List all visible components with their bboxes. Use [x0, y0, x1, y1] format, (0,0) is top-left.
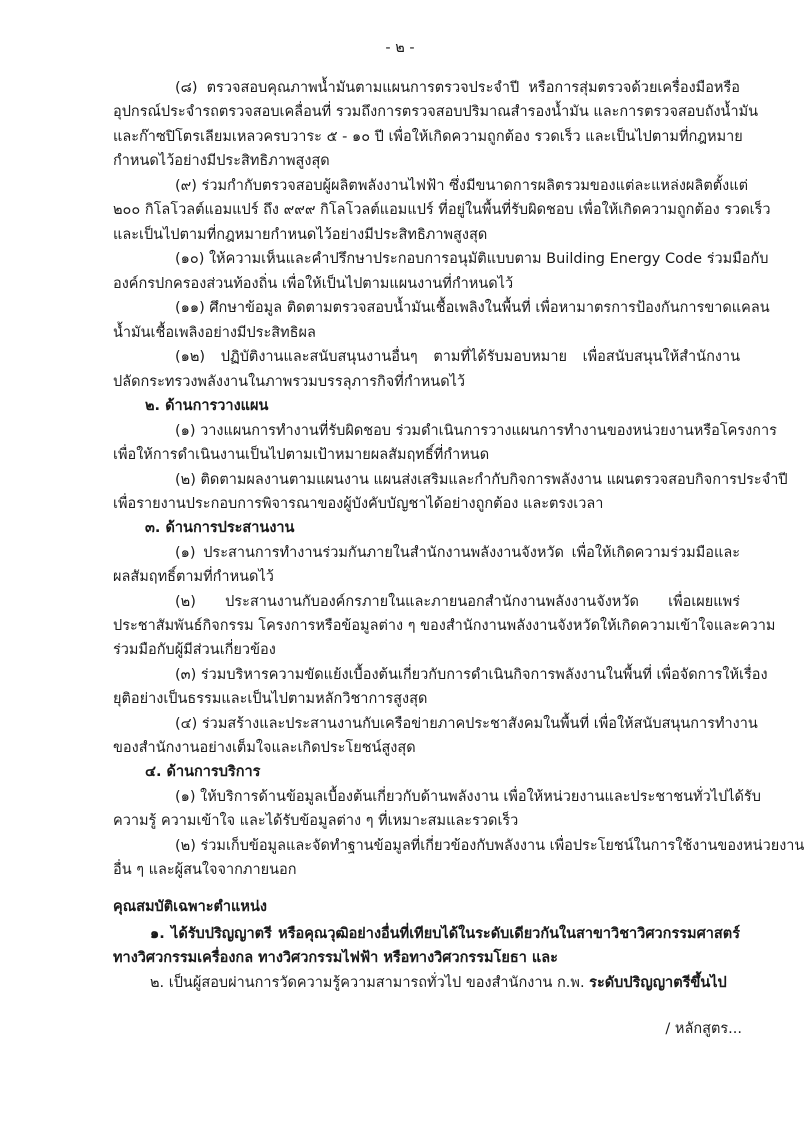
text-line: ยุติอย่างเป็นธรรมและเป็นไปตามหลักวิชาการสูงสุด	[113, 691, 428, 707]
text-line: ประชาสัมพันธ์กิจกรรม โครงการหรือข้อมูลต่าง ๆ ของสำนักงานพลังงานจังหวัดให้เกิดความเข้าใจและความ	[113, 618, 776, 634]
section-heading-service: ๔. ด้านการบริการ	[145, 764, 261, 780]
coordination-item-2: (๒) ประสานงานกับองค์กรภายในและภายนอกสำนักงานพลังงานจังหวัด เพื่อเผยแพร่	[175, 594, 740, 610]
text-line: อุปกรณ์ประจำรถตรวจสอบเคลื่อนที่ รวมถึงการตรวจสอบปริมาณสำรองน้ำมัน และการตรวจสอบถังน้ำมัน	[113, 104, 759, 120]
qualifications-heading: คุณสมบัติเฉพาะตำแหน่ง	[113, 899, 267, 915]
coordination-item-4: (๔) ร่วมสร้างและประสานงานกับเครือข่ายภาคประชาสังคมในพื้นที่ เพื่อให้สนับสนุนการทำงาน	[175, 716, 758, 732]
qualification-item-1: ๑. ได้รับปริญญาตรี หรือคุณวุฒิอย่างอื่นที่เทียบได้ในระดับเดียวกันในสาขาวิชาวิศวกรรมศาสตร์	[150, 926, 740, 942]
section-heading-coordination: ๓. ด้านการประสานงาน	[145, 520, 295, 536]
text-line: เพื่อให้การดำเนินงานเป็นไปตามเป้าหมายผลสัมฤทธิ์ที่กำหนด	[113, 447, 490, 463]
qualification-item-2	[150, 972, 740, 994]
text-line: ทางวิศวกรรมเครื่องกล ทางวิศวกรรมไฟฟ้า หรือทางวิศวกรรมโยธา และ	[113, 950, 558, 966]
text-line: องค์กรปกครองส่วนท้องถิ่น เพื่อให้เป็นไปตามแผนงานที่กำหนดไว้	[113, 276, 514, 292]
qualification-item-2-text: ๒. เป็นผู้สอบผ่านการวัดความรู้ความสามารถทั่วไป ของสำนักงาน ก.พ.	[150, 975, 590, 991]
text-line: ของสำนักงานอย่างเต็มใจและเกิดประโยชน์สูงสุด	[113, 740, 416, 756]
text-line: และก๊าซปิโตรเลียมเหลวครบวาระ ๕ - ๑๐ ปี เพื่อให้เกิดความถูกต้อง รวดเร็ว และเป็นไปตามที่กฎหมาย	[113, 129, 743, 145]
text-line: ผลสัมฤทธิ์ตามที่กำหนดไว้	[113, 569, 274, 585]
text-line: กำหนดไว้อย่างมีประสิทธิภาพสูงสุด	[113, 153, 330, 169]
text-line: อื่น ๆ และผู้สนใจจากภายนอก	[113, 862, 297, 878]
text-line: น้ำมันเชื้อเพลิงอย่างมีประสิทธิผล	[113, 325, 316, 341]
duty-item-11: (๑๑) ศึกษาข้อมูล ติดตามตรวจสอบน้ำมันเชื้อเพลิงในพื้นที่ เพื่อหามาตรการป้องกันการขาดแคลน	[175, 300, 770, 316]
text-line: ปลัดกระทรวงพลังงานในภาพรวมบรรลุภารกิจที่กำหนดไว้	[113, 374, 466, 390]
coordination-item-1: (๑) ประสานการทำงานร่วมกันภายในสำนักงานพลังงานจังหวัด เพื่อให้เกิดความร่วมมือและ	[175, 545, 740, 561]
coordination-item-3: (๓) ร่วมบริหารความขัดแย้งเบื้องต้นเกี่ยวกับการดำเนินกิจการพลังงานในพื้นที่ เพื่อจัดการให้เรื่อง	[175, 667, 768, 683]
duty-item-10: (๑๐) ให้ความเห็นและคำปรึกษาประกอบการอนุมัติแบบตาม Building Energy Code ร่วมมือกับ	[175, 251, 769, 267]
text-line: และเป็นไปตามที่กฎหมายกำหนดไว้อย่างมีประสิทธิภาพสูงสุด	[113, 227, 488, 243]
duty-item-9: (๙) ร่วมกำกับตรวจสอบผู้ผลิตพลังงานไฟฟ้า ซึ่งมีขนาดการผลิตรวมของแต่ละแหล่งผลิตตั้งแต่	[175, 178, 748, 194]
service-item-1: (๑) ให้บริการด้านข้อมูลเบื้องต้นเกี่ยวกับด้านพลังงาน เพื่อให้หน่วยงานและประชาชนทั่วไปได้รับ	[175, 789, 761, 805]
planning-item-1: (๑) วางแผนการทำงานที่รับผิดชอบ ร่วมดำเนินการวางแผนการทำงานของหน่วยงานหรือโครงการ	[175, 423, 777, 439]
text-line: เพื่อรายงานประกอบการพิจารณาของผู้บังคับบัญชาได้อย่างถูกต้อง และตรงเวลา	[113, 496, 604, 512]
text-line: ความรู้ ความเข้าใจ และได้รับข้อมูลต่าง ๆ ที่เหมาะสมและรวดเร็ว	[113, 813, 519, 829]
section-heading-planning: ๒. ด้านการวางแผน	[145, 398, 269, 414]
text-line: ร่วมมือกับผู้มีส่วนเกี่ยวข้อง	[113, 642, 276, 658]
planning-item-2: (๒) ติดตามผลงานตามแผนงาน แผนส่งเสริมและกำกับกิจการพลังงาน แผนตรวจสอบกิจการประจำปี	[175, 472, 788, 488]
service-item-2: (๒) ร่วมเก็บข้อมูลและจัดทำฐานข้อมูลที่เกี่ยวข้องกับพลังงาน เพื่อประโยชน์ในการใช้งานของหน่วยงาน	[175, 838, 804, 854]
duty-item-12: (๑๒) ปฏิบัติงานและสนับสนุนงานอื่นๆ ตามที่ได้รับมอบหมาย เพื่อสนับสนุนให้สำนักงาน	[175, 349, 740, 365]
text-line: ๒๐๐ กิโลโวลต์แอมแปร์ ถึง ๙๙๙ กิโลโวลต์แอมแปร์ ที่อยู่ในพื้นที่รับผิดชอบ เพื่อให้เกิดความถูกต้อง รวดเร็ว	[113, 202, 771, 218]
qualification-item-2-bold: ระดับปริญญาตรีขึ้นไป	[589, 975, 727, 991]
page-number: - ๒ -	[385, 40, 415, 56]
continued-marker: / หลักสูตร...	[665, 1021, 742, 1037]
duty-item-8: (๘) ตรวจสอบคุณภาพน้ำมันตามแผนการตรวจประจำปี หรือการสุ่มตรวจด้วยเครื่องมือหรือ	[175, 80, 740, 96]
